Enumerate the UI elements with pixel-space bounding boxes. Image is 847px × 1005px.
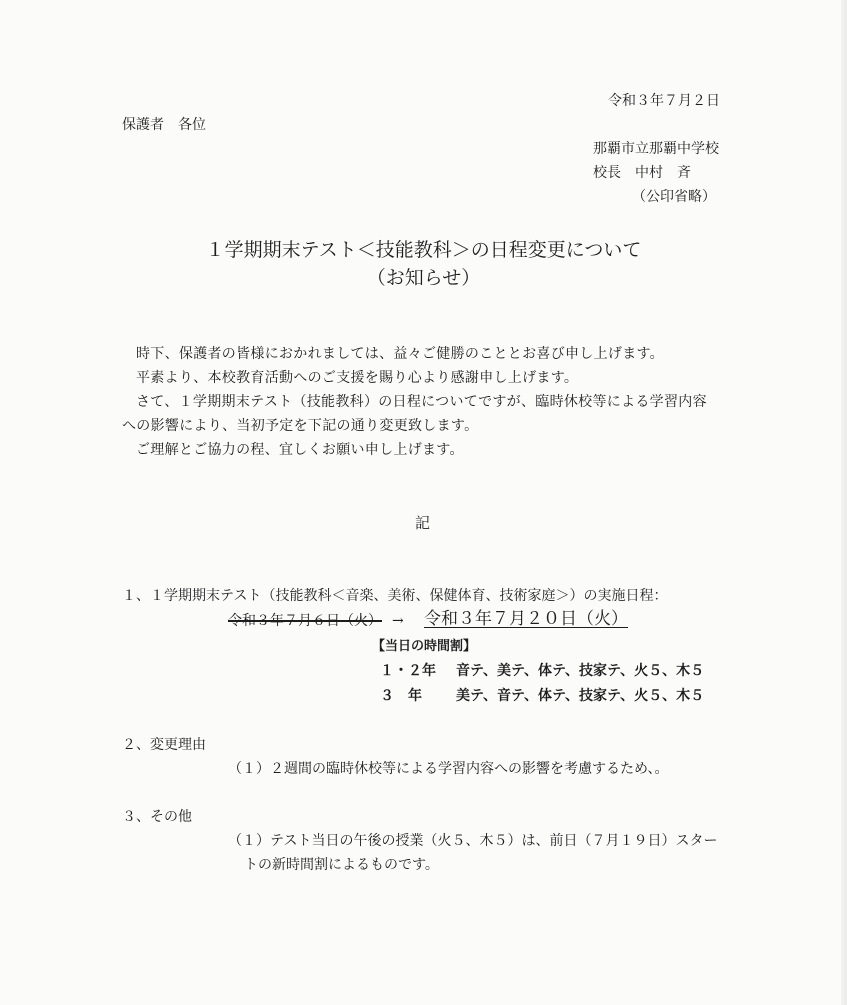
section-2-heading: ２、変更理由 [122,737,206,753]
scan-edge-shadow [841,0,847,1005]
arrow-glyph: → [392,613,404,629]
timetable-label: 【当日の時間割】 [372,639,477,654]
recipient-line: 保護者 各位 [122,117,206,133]
section-3-item-1: （１）テスト当日の午後の授業（火５、木５）は、前日（７月１９日）スター [228,833,718,849]
old-date: 令和３年７月６日（火） [228,613,382,629]
timetable-row-grade-3: ３ 年 [380,688,422,704]
ki-heading: 記 [415,514,431,532]
body-paragraph-3: さて、１学期期末テスト（技能教科）の日程についてですが、臨時休校等による学習内容 [136,394,707,410]
body-paragraph-2: 平素より、本校教育活動へのご支援を賜り心より感謝申し上げます。 [136,370,579,386]
section-3-heading: ３、その他 [122,809,192,825]
body-paragraph-1: 時下、保護者の皆様におかれましては、益々ご健勝のこととお喜び申し上げます。 [136,346,664,362]
document-title: １学期期末テスト＜技能教科＞の日程変更について [205,239,642,261]
timetable-row-grade-1-2: １・２年 [380,663,436,679]
section-2-item-1: （１）２週間の臨時休校等による学習内容への影響を考慮するため、。 [228,761,669,777]
body-paragraph-4: ご理解とご協力の程、宜しくお願い申し上げます。 [136,442,464,458]
document-subtitle: （お知らせ） [366,267,481,289]
new-date: 令和３年７月２０日（火） [424,609,628,629]
timetable-row-subjects-1-2: 音テ、美テ、体テ、技家テ、火５、木５ [456,663,705,679]
section-1-heading: １、１学期期末テスト（技能教科＜音楽、美術、保健体育、技術家庭＞）の実施日程： [122,588,668,604]
timetable-row-subjects-3: 美テ、音テ、体テ、技家テ、火５、木５ [456,688,705,704]
seal-omitted-note: （公印省略） [632,189,716,205]
school-name: 那覇市立那覇中学校 [593,141,719,157]
principal-name: 校長 中村 斉 [593,165,691,181]
document-date: 令和３年７月２日 [608,93,720,109]
section-3-item-1-cont: トの新時間割によるものです。 [244,857,439,873]
body-paragraph-3-cont: への影響により、当初予定を下記の通り変更致します。 [122,418,479,434]
